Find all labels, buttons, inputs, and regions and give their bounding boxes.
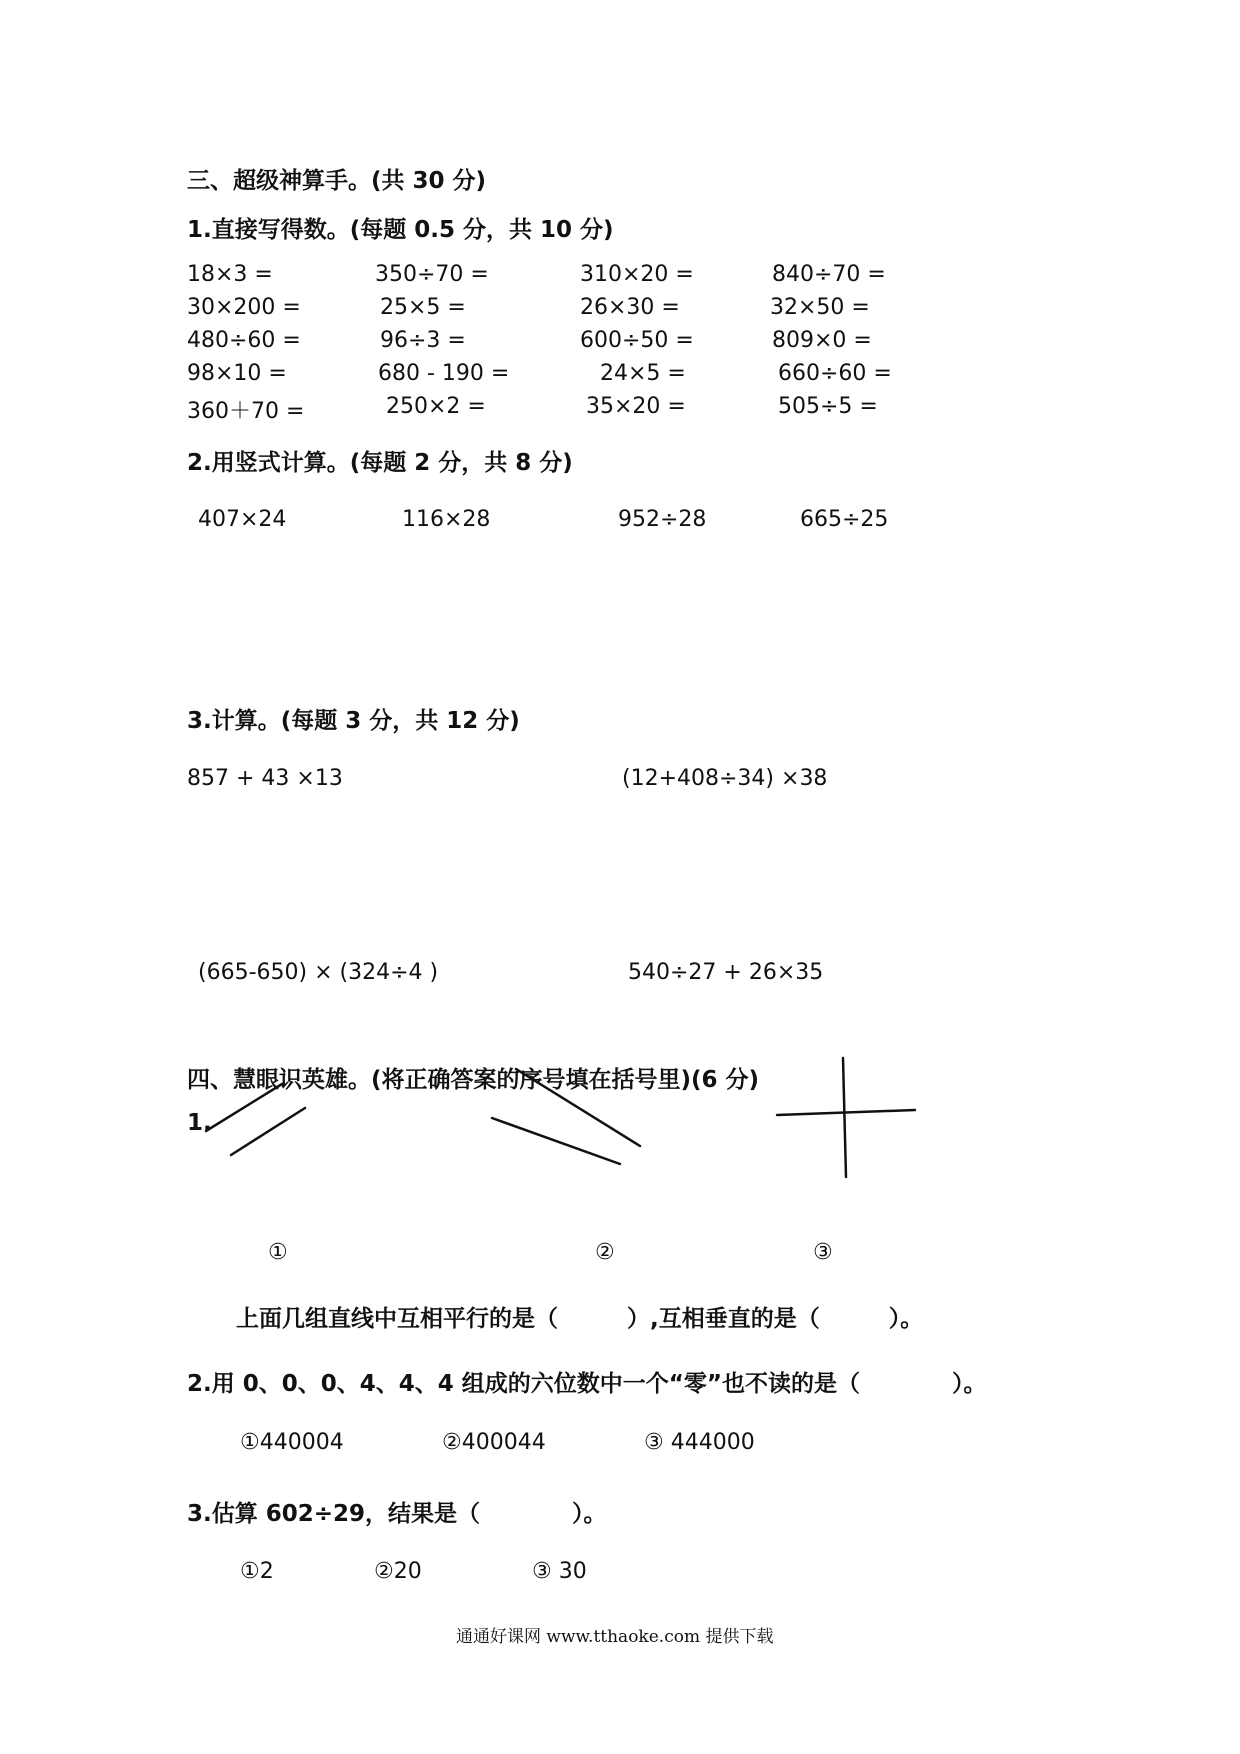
part1-title: 1.直接写得数。(每题 0.5 分，共 10 分) <box>187 217 614 243</box>
q1-number: 1. <box>187 1110 212 1136</box>
figure1-line-b <box>231 1108 305 1155</box>
calc-expression: (665-650) × (324÷4 ) <box>198 960 439 985</box>
q3-option: ③ 30 <box>532 1559 587 1584</box>
calc-item: 24×5 = <box>600 361 686 386</box>
figure-label-3: ③ <box>813 1240 833 1265</box>
calc-item: 250×2 = <box>386 394 486 419</box>
calc-expression: 540÷27 + 26×35 <box>628 960 824 985</box>
calc-item: 809×0 = <box>772 328 872 353</box>
vertical-calc-item: 116×28 <box>402 507 491 532</box>
vertical-calc-item: 407×24 <box>198 507 287 532</box>
calc-item: 480÷60 = <box>187 328 301 353</box>
calc-item: 505÷5 = <box>778 394 878 419</box>
section4-title: 四、慧眼识英雄。(将正确答案的序号填在括号里)(6 分) <box>187 1067 760 1093</box>
q2-question: 2.用 0、0、0、4、4、4 组成的六位数中一个“零”也不读的是（ ）。 <box>187 1371 987 1397</box>
figure2-line-b <box>492 1118 620 1164</box>
calc-item: 310×20 = <box>580 262 694 287</box>
figure3-line-horizontal <box>777 1110 915 1115</box>
section3-title: 三、超级神算手。(共 30 分) <box>187 168 487 194</box>
part3-title: 3.计算。(每题 3 分，共 12 分) <box>187 708 520 734</box>
q3-option: ②20 <box>374 1559 422 1584</box>
calc-item: 360＋70 = <box>187 399 305 424</box>
calc-expression: (12+408÷34) ×38 <box>622 766 828 791</box>
q3-option: ①2 <box>240 1559 274 1584</box>
q2-option: ③ 444000 <box>644 1430 755 1455</box>
calc-item: 96÷3 = <box>380 328 466 353</box>
q1-question: 上面几组直线中互相平行的是（ ）,互相垂直的是（ ）。 <box>236 1306 924 1332</box>
calc-item: 840÷70 = <box>772 262 886 287</box>
calc-item: 25×5 = <box>380 295 466 320</box>
calc-expression: 857 + 43 ×13 <box>187 766 343 791</box>
calc-item: 600÷50 = <box>580 328 694 353</box>
figure-label-1: ① <box>268 1240 288 1265</box>
figure-label-2: ② <box>595 1240 615 1265</box>
calc-item: 30×200 = <box>187 295 301 320</box>
q2-option: ①440004 <box>240 1430 344 1455</box>
calc-item: 32×50 = <box>770 295 870 320</box>
vertical-calc-item: 952÷28 <box>618 507 707 532</box>
calc-item: 26×30 = <box>580 295 680 320</box>
calc-item: 660÷60 = <box>778 361 892 386</box>
footer-text: 通通好课网 www.tthaoke.com 提供下载 <box>456 1627 774 1647</box>
q3-question: 3.估算 602÷29，结果是（ ）。 <box>187 1501 607 1527</box>
calc-item: 350÷70 = <box>375 262 489 287</box>
calc-item: 98×10 = <box>187 361 287 386</box>
figure1-line-a <box>206 1084 282 1131</box>
vertical-calc-item: 665÷25 <box>800 507 889 532</box>
calc-item: 18×3 = <box>187 262 273 287</box>
figure3-line-vertical <box>843 1058 846 1177</box>
part2-title: 2.用竖式计算。(每题 2 分，共 8 分) <box>187 450 573 476</box>
q2-option: ②400044 <box>442 1430 546 1455</box>
calc-item: 35×20 = <box>586 394 686 419</box>
calc-item: 680 - 190 = <box>378 361 510 386</box>
